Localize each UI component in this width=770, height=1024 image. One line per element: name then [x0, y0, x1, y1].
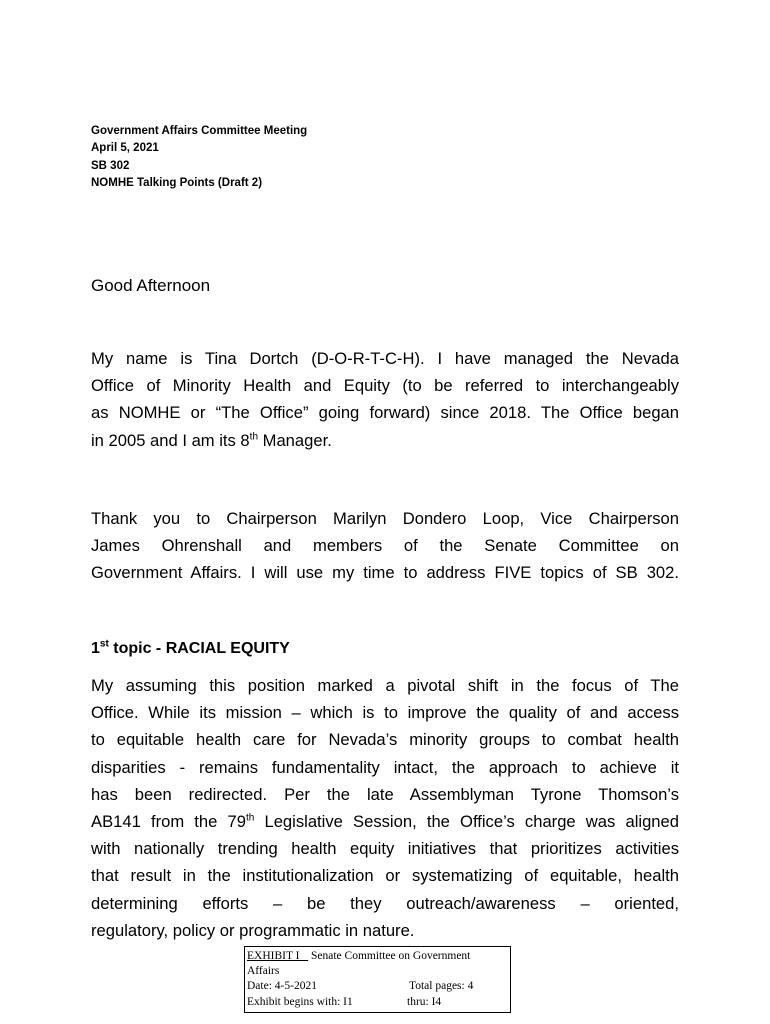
- exhibit-total-pages: Total pages: 4: [409, 980, 474, 993]
- exhibit-date: Date: 4-5-2021: [247, 980, 317, 993]
- exhibit-stamp: [244, 946, 511, 1013]
- exhibit-row: [247, 995, 510, 1010]
- exhibit-committee: Senate Committee on Government: [311, 950, 471, 962]
- superscript: st: [99, 638, 109, 650]
- paragraph-line: Government Affairs. I will use my time to address FIVE topics of SB 302.: [91, 563, 679, 583]
- superscript: th: [245, 812, 255, 824]
- paragraph-line: James Ohrenshall and members of the Senate Committee on: [91, 536, 679, 556]
- text-run: in 2005 and I am its 8: [91, 430, 250, 450]
- exhibit-thru: thru: I4: [407, 995, 442, 1008]
- paragraph-line: has been redirected. Per the late Assemblyman Tyrone Thomson’s: [91, 784, 679, 804]
- paragraph-line: determining efforts – be they outreach/awareness – oriented,: [91, 893, 679, 913]
- thanks-paragraph: [91, 505, 679, 587]
- exhibit-row: [247, 964, 510, 979]
- paragraph-line: My assuming this position marked a pivotal shift in the focus of The: [91, 676, 679, 695]
- topic-number: 1: [91, 640, 100, 657]
- greeting: Good Afternoon: [91, 276, 211, 295]
- paragraph-line: to equitable health care for Nevada’s minority groups to combat health: [91, 730, 679, 750]
- paragraph-line: with nationally trending health equity initiatives that prioritizes activities: [91, 839, 679, 859]
- paragraph-line: that result in the institutionalization or systematizing of equitable, health: [91, 866, 679, 886]
- paragraph-line: [91, 808, 679, 835]
- intro-paragraph: [91, 345, 679, 454]
- document-header: [91, 123, 691, 192]
- text-run: Legislative Session, the Office’s charge was aligned: [254, 812, 679, 832]
- paragraph-line: disparities - remains fundamentality intact, the approach to achieve it: [91, 757, 679, 777]
- superscript: th: [249, 431, 259, 443]
- paragraph-line: Office. While its mission – which is to improve the quality of and access: [91, 703, 679, 723]
- exhibit-label: EXHIBIT I: [247, 950, 300, 962]
- topic-heading: [91, 637, 290, 661]
- exhibit-committee-cont: Affairs: [247, 965, 280, 978]
- paragraph-line: Office of Minority Health and Equity (to be referred to interchangeably: [91, 376, 679, 396]
- text-run: AB141 from the 79: [91, 812, 246, 832]
- bill-number: SB 302: [91, 159, 130, 172]
- text-run: Manager.: [258, 430, 332, 450]
- paragraph-line: My name is Tina Dortch (D-O-R-T-C-H). I have managed the Nevada: [91, 349, 679, 368]
- meeting-date: April 5, 2021: [91, 142, 159, 155]
- exhibit-row: [247, 979, 510, 994]
- meeting-title: Government Affairs Committee Meeting: [91, 125, 308, 137]
- paragraph-line: [91, 427, 679, 454]
- topic-paragraph: [91, 672, 679, 944]
- topic-title: topic - RACIAL EQUITY: [108, 640, 290, 657]
- paragraph-line: as NOMHE or “The Office” going forward) since 2018. The Office began: [91, 403, 679, 423]
- exhibit-row: [247, 949, 510, 964]
- exhibit-begins: Exhibit begins with: I1: [247, 995, 353, 1008]
- paragraph-line: Thank you to Chairperson Marilyn Dondero Loop, Vice Chairperson: [91, 509, 679, 528]
- paragraph-line: regulatory, policy or programmatic in nature.: [91, 920, 415, 940]
- document-title: NOMHE Talking Points (Draft 2): [91, 176, 263, 189]
